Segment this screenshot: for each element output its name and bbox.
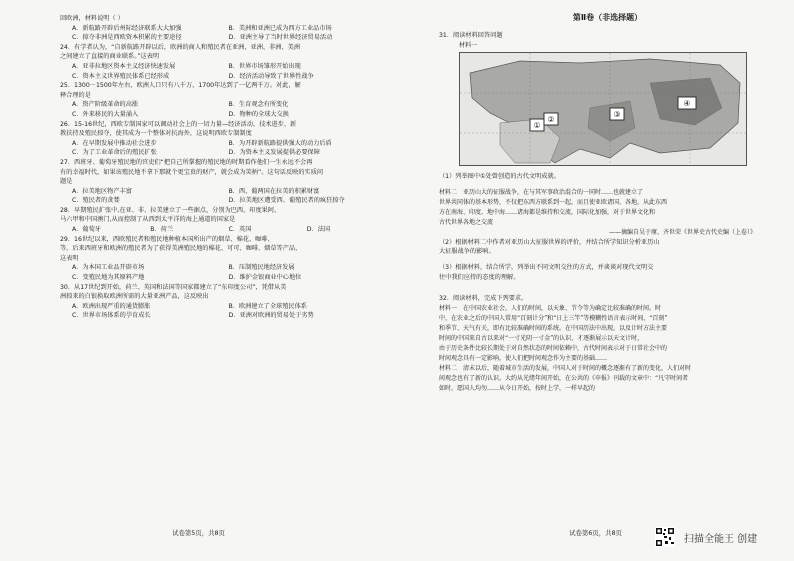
left-page-footer: 试卷第5页，共8页: [172, 529, 225, 537]
map-marker-1: [530, 119, 544, 131]
question-line: 25．1300－1500年左右，欧洲人口只有八千万，1700年达到了一亿两千万。对此，解: [60, 82, 301, 90]
q31-stem: 31．阅读材料回答问题: [439, 32, 503, 39]
answer-option: C．英国: [228, 226, 252, 234]
material-line: 和季节、天气有关，即有比较准确时间的系统。在中国历法中出现，以及计时方法主要: [439, 324, 668, 332]
q31-sub1: （1）列举图中①处曾创造的古代文明成就。: [439, 173, 560, 181]
option-row: [60, 225, 385, 235]
answer-option: C．殖民者的贪婪: [72, 197, 120, 205]
left-question-list: [60, 14, 385, 321]
question-line: 洲掠来的白银换取欧洲所需的大量亚洲产品，这反映出: [60, 293, 209, 301]
answer-option: B．西、葡两国在拉美的积累财富: [228, 187, 320, 195]
q31-sub3: [439, 263, 776, 282]
option-row: [60, 100, 385, 110]
answer-option: D．法国: [306, 226, 331, 234]
question-line: 马六甲和中国澳门,从而控制了从西到太平洋的海上通道的国家是: [60, 216, 236, 224]
question-line: 教扶持及殖民掠夺，使其成为一个整体对抗海外，这说明西欧专制制度: [60, 130, 252, 138]
material-line: 中，在农业之后的中国人常用“百刻计分”和“日上三竿”等模糊性语言表示时间，“百刻”: [439, 314, 668, 322]
question-line: 释合理的是: [60, 91, 91, 99]
answer-option: B．欧洲建立了全球殖民体系: [228, 302, 307, 310]
right-page: [397, 0, 794, 561]
answer-option: A．资产阶级革命的高涨: [72, 101, 139, 109]
question-line: 这表明: [60, 254, 79, 262]
option-row: [60, 62, 385, 72]
option-row: [60, 263, 385, 273]
answer-option: C．掠夺非洲是西欧资本积累的主要途径: [72, 34, 182, 42]
answer-option: B．压制殖民地经济发展: [228, 264, 295, 272]
q32-stem: 32．阅读材料，完成下列要求。: [439, 295, 528, 303]
answer-option: A．新航路开辟后州际经济联系大大加强: [72, 24, 182, 32]
answer-option: D．亚洲主导了当时世界经济贸易活动: [228, 34, 333, 42]
sub-question-line: 大征服战争的影响。: [439, 248, 495, 256]
answer-option: D．亚洲对欧洲的贸易处于劣势: [228, 312, 314, 320]
answer-option: C．外来移民的大量涌入: [72, 110, 139, 118]
scanner-watermark-text: 扫描全能王 创建: [684, 534, 758, 545]
svg-text:③: ③: [613, 110, 621, 120]
material-line: 间观念也有了新的认识。大约从光绪年间开始，在公共的《申报》刊载的文章中：“凡守时间者: [439, 374, 689, 382]
material-line: 方在南海、印度、地中海……诸海都是维持和交流，国际化加强，对于世界文化和: [439, 208, 656, 216]
option-row: [60, 302, 385, 312]
answer-option: D．经济活动导致了世界性战争: [228, 72, 314, 80]
answer-option: A．拉美地区物产丰富: [72, 187, 132, 195]
option-row: [60, 33, 385, 43]
option-row: [60, 72, 385, 82]
answer-option: A．欧洲出现严重的通货膨胀: [72, 302, 151, 310]
answer-option: A．亚非拉地区资本主义经济快速发展: [72, 62, 176, 70]
map-marker-3: [610, 108, 624, 120]
material-line: 古代世界各地之交流: [439, 218, 494, 226]
material-line: 时间观念具有一定影响，使人们把时间观念作为主要的基础……: [439, 354, 608, 362]
q31-sub2: [439, 238, 776, 257]
material-line: 时间的中国来自古以来对“一寸光阴一寸金”的认识，才逐渐展示以天文计时，: [439, 334, 644, 342]
option-row: [60, 311, 385, 321]
material-line: 材料二 清末以后，随着城市生活的发展，中国人对于时间的概念逐渐有了新的变化，人们对时: [439, 364, 692, 372]
answer-option: C．为了工业革命后的殖民扩张: [72, 149, 157, 157]
right-page-footer: 试卷第6页，共8页: [569, 529, 622, 537]
option-row: [60, 196, 385, 206]
question-line: 回欧洲，材料说明（ ）: [60, 15, 124, 22]
answer-option: B．为开辟新航路提供强大的动力后盾: [228, 139, 332, 147]
question-line: 24．有学者认为，“自新航路开辟以后，欧洲的商人和殖民者在亚洲、亚洲、非洲、美洲: [60, 43, 301, 51]
map-illustration: [460, 53, 746, 165]
question-line: 26．15-16世纪，西欧专制国家可以调动社会上的一切力量—经济活动、技术进步、新: [60, 120, 297, 128]
answer-option: A．葡萄牙: [72, 226, 101, 234]
answer-option: A．在早期发展中推动社会进步: [72, 139, 157, 147]
material-line: 如时，愿国人均勿……从今日开始，按时上学，一样早起的: [439, 384, 596, 392]
q31-citation: ——摘编自吴于廑、齐世荣《世界史古代史编（上卷）》: [608, 228, 756, 236]
sub-question-line: （3）根据材料，结合所学，列举出不同文明交往的方式，并谈谈对现代文明交: [439, 263, 654, 271]
answer-option: C．变殖民地为其原料产地: [72, 274, 145, 282]
question-line: 有的幸福时代，如果该殖民地不拿下那就个更宝贵的财产，就会成为笑柄”。这句话反映的实质问: [60, 168, 324, 176]
option-row: [60, 110, 385, 120]
option-row: [60, 273, 385, 283]
answer-option: D．拉美地区遭受西、葡殖民者的疯狂掠夺: [228, 197, 345, 205]
option-row: [60, 139, 385, 149]
q32-material: [439, 304, 776, 394]
question-line: 30．从17世纪到开始，荷兰、英国和法国等国家都建立了“东印度公司”，凭借从美: [60, 283, 287, 291]
section-title: 第Ⅱ卷（非选择题）: [572, 13, 643, 22]
question-line: 等，后来西班牙和欧洲的殖民者为了获得美洲殖民地的棉花、可可、咖啡、烟草等产品，: [60, 245, 302, 253]
map-marker-4: [678, 97, 696, 109]
question-line: 27．西班牙、葡萄牙殖民地的官吏们“把自己所掌握的殖民地的时期看作他们一生永远不会再: [60, 158, 313, 166]
option-row: [60, 24, 385, 34]
question-line: 之间建立了直接的商业联系。”这表明: [60, 53, 160, 61]
answer-option: D．维护金银商业中心地位: [228, 274, 302, 282]
answer-option: B．美洲和亚洲已成为西方工业品市场: [228, 24, 332, 32]
material-line: 材料一 在中国农业社会，人们的时间，以天象、节令等为确定比较准确的时间。时: [439, 304, 662, 312]
option-row: [60, 148, 385, 158]
answer-option: B．世界市场雏形开始出现: [228, 62, 301, 70]
historical-map: [459, 52, 747, 166]
sub-question-line: （2）根据材料二中作者对亚历山大征服世界的评价，并结合所学知识分析亚历山: [439, 238, 660, 246]
answer-option: D．为资本主义发展提供必要保障: [228, 149, 320, 157]
answer-option: A．为本国工业品开辟市场: [72, 264, 145, 272]
svg-text:④: ④: [683, 99, 691, 109]
option-row: [60, 187, 385, 197]
answer-option: B．生育观念有所变化: [228, 101, 289, 109]
question-line: 28．早期殖民扩张中,在亚、非、拉美建立了一些据点，分别为巴西、印度果阿、: [60, 206, 281, 214]
svg-text:②: ②: [547, 115, 555, 125]
svg-text:①: ①: [533, 121, 541, 131]
qr-code-icon: [655, 527, 675, 547]
answer-option: B．荷兰: [150, 226, 174, 234]
q31-material2: [439, 188, 776, 228]
question-line: 29．16世纪以来，西欧殖民者和殖民地种植本国所出产的烟草、棉花、咖啡、: [60, 235, 274, 243]
material-line: 由于历史条件比较长期处于对自然状态的时间依赖中，古代时间表示对于日常社会中的: [439, 344, 668, 352]
question-line: 题是: [60, 178, 73, 186]
material-line: 世界共同体的基本形势，不仅把东西方联系到一起，而且使亚欧诸国、各地，从此东西: [439, 198, 668, 206]
material1-label: 材料一: [459, 41, 478, 49]
material-line: 材料二 亚历山大的征服战争，在与其军事政治混合的一同时……也就建立了: [439, 188, 644, 196]
answer-option: C．资本主义世界殖民体系已经形成: [72, 72, 170, 80]
map-marker-2: [544, 113, 558, 125]
answer-option: D．物种的全球大交换: [228, 110, 289, 118]
sub-question-line: 往中我们应持的态度的理解。: [439, 273, 520, 281]
answer-option: C．世界市场体系的孕育成长: [72, 312, 151, 320]
